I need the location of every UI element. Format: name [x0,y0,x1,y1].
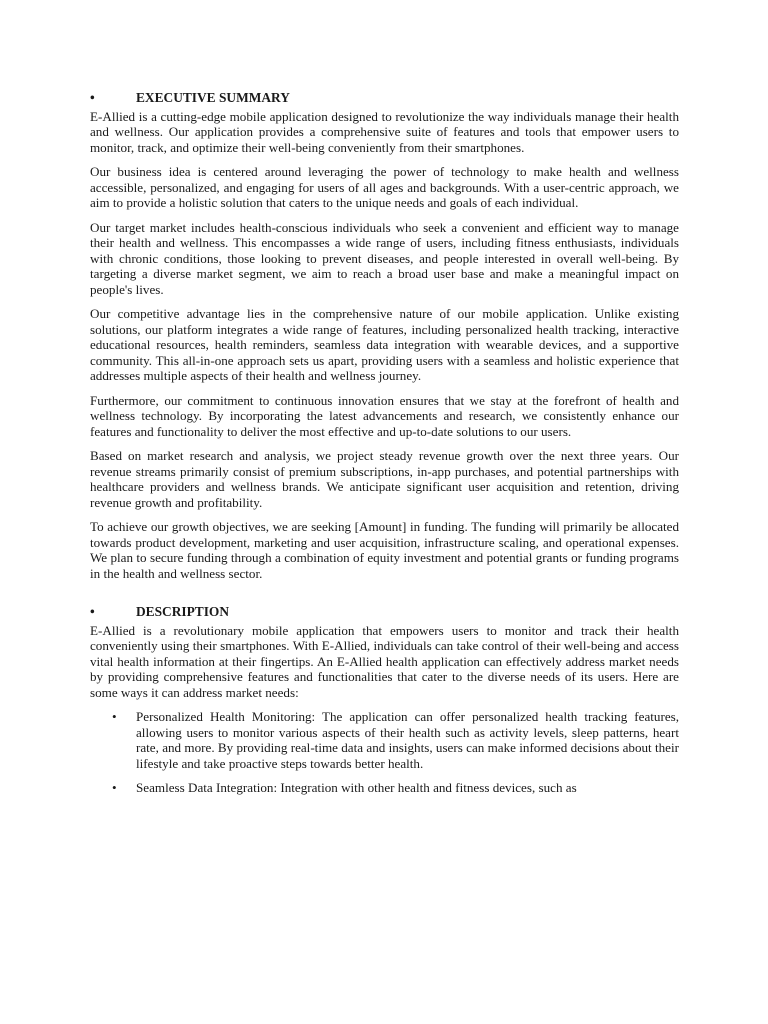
paragraph: Our target market includes health-conscious individuals who seek a convenient and efficient way to manage their health and wellness. This encompasses a wide range of users, including fitness enthusiasts, individuals with chronic conditions, those looking to prevent diseases, and people interested in overall well-being. By targeting a diverse market segment, we aim to reach a broad user base and make a meaningful impact on people's lives. [90,219,679,297]
paragraph: E-Allied is a revolutionary mobile application that empowers users to monitor and track their health conveniently using their smartphones. With E-Allied, individuals can take control of their well-being and access vital health information at their fingertips. An E-Allied health application can effectively address market needs by providing comprehensive features and functionalities that cater to the diverse needs of its users. Here are some ways it can address market needs: [90,622,679,700]
list-item [90,780,679,796]
list-item-text: Seamless Data Integration: Integration with other health and fitness devices, such as [136,780,577,795]
document-page [90,90,679,805]
heading-text: DESCRIPTION [136,604,230,619]
paragraph: E-Allied is a cutting-edge mobile application designed to revolutionize the way individuals manage their health and wellness. Our application provides a comprehensive suite of features and tools that empower users to monitor, track, and optimize their well-being conveniently from their smartphones. [90,108,679,155]
section-spacer [90,590,679,604]
list-item [90,709,679,771]
list-item-text: Personalized Health Monitoring: The application can offer personalized health tracking features, allowing users to monitor various aspects of their health such as activity levels, sleep patterns, heart rate, and more. By providing real-time data and insights, users can make informed decisions about their lifestyle and take proactive steps towards better health. [136,709,679,771]
bullet-icon: • [112,780,117,795]
market-needs-list [90,709,679,796]
bullet-icon: • [90,90,95,105]
heading-text: EXECUTIVE SUMMARY [136,90,290,105]
bullet-icon: • [112,709,117,724]
paragraph: Our competitive advantage lies in the comprehensive nature of our mobile application. Unlike existing solutions, our platform integrates a wide range of features, including personalized health tracking, interactive educational resources, health reminders, seamless data integration with wearable devices, and a supportive community. This all-in-one approach sets us apart, providing users with a seamless and holistic experience that addresses multiple aspects of their health and wellness journey. [90,306,679,383]
bullet-icon: • [90,604,95,619]
paragraph: Our business idea is centered around leveraging the power of technology to make health and wellness accessible, personalized, and engaging for users of all ages and backgrounds. With a user-centric approach, we aim to provide a holistic solution that caters to the unique needs and goals of each individual. [90,164,679,210]
section-heading-executive-summary [90,90,679,106]
section-heading-description [90,604,679,620]
paragraph: Based on market research and analysis, we project steady revenue growth over the next three years. Our revenue streams primarily consist of premium subscriptions, in-app purchases, and potential partnerships with healthcare providers and wellness brands. We anticipate significant user acquisition and retention, driving revenue growth and profitability. [90,448,679,510]
paragraph: To achieve our growth objectives, we are seeking [Amount] in funding. The funding will primarily be allocated towards product development, marketing and user acquisition, infrastructure scaling, and operational expenses. We plan to secure funding through a combination of equity investment and potential grants or funding programs in the health and wellness sector. [90,519,679,581]
paragraph: Furthermore, our commitment to continuous innovation ensures that we stay at the forefront of health and wellness technology. By incorporating the latest advancements and research, we consistently enhance our features and functionality to deliver the most effective and up-to-date solutions to our users. [90,392,679,439]
